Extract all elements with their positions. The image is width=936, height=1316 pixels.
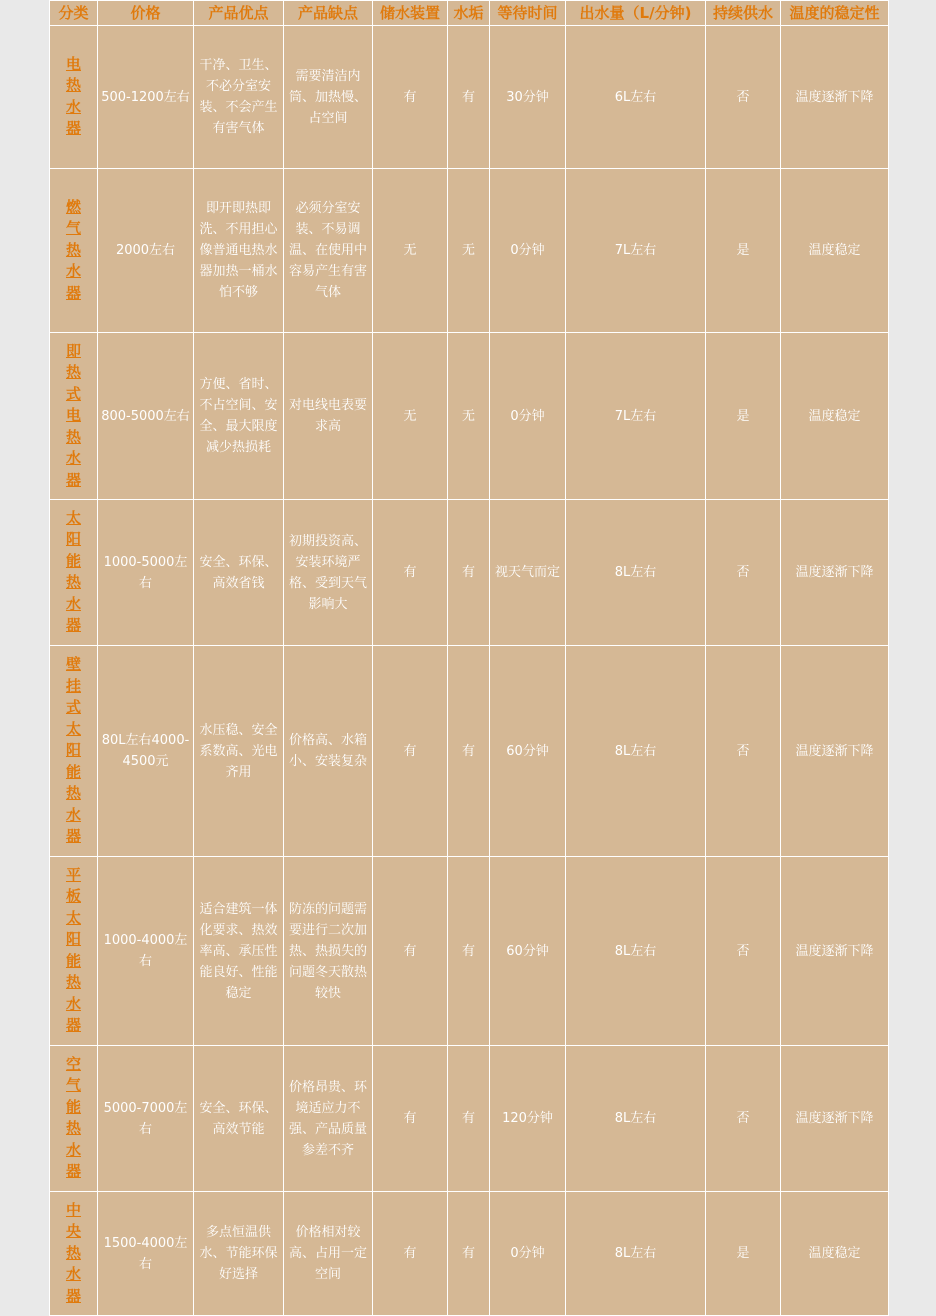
header-flow: 出水量（L/分钟): [566, 1, 706, 26]
price-cell: 2000左右: [98, 169, 194, 333]
storage-cell: 有: [373, 26, 448, 169]
header-price: 价格: [98, 1, 194, 26]
table-row: [50, 169, 889, 333]
header-category: 分类: [50, 1, 98, 26]
price-cell: 80L左右4000-4500元: [98, 646, 194, 857]
stability-cell: 温度逐渐下降: [781, 857, 889, 1046]
stability-cell: 温度逐渐下降: [781, 1046, 889, 1192]
scale-cell: 无: [448, 333, 490, 500]
scale-cell: 有: [448, 26, 490, 169]
table-row: [50, 1192, 889, 1316]
category-cell: [50, 857, 98, 1046]
comparison-table-container: [49, 0, 888, 1316]
category-link[interactable]: 空气能热水器: [65, 1054, 81, 1181]
table-row: [50, 857, 889, 1046]
stability-cell: 温度稳定: [781, 333, 889, 500]
flow-cell: 6L左右: [566, 26, 706, 169]
wait-time-cell: 视天气而定: [490, 500, 566, 646]
flow-cell: 8L左右: [566, 500, 706, 646]
continuous-cell: 否: [706, 857, 781, 1046]
scale-cell: 无: [448, 169, 490, 333]
category-cell: [50, 26, 98, 169]
pros-cell: 即开即热即洗、不用担心像普通电热水器加热一桶水怕不够: [194, 169, 284, 333]
table-row: [50, 500, 889, 646]
price-cell: 1000-5000左右: [98, 500, 194, 646]
storage-cell: 有: [373, 1192, 448, 1316]
pros-cell: 方便、省时、不占空间、安全、最大限度减少热损耗: [194, 333, 284, 500]
water-heater-comparison-table: [49, 0, 889, 1316]
header-stability: 温度的稳定性: [781, 1, 889, 26]
wait-time-cell: 120分钟: [490, 1046, 566, 1192]
header-scale: 水垢: [448, 1, 490, 26]
pros-cell: 安全、环保、高效节能: [194, 1046, 284, 1192]
category-cell: [50, 333, 98, 500]
header-row: [50, 1, 889, 26]
pros-cell: 干净、卫生、不必分室安装、不会产生有害气体: [194, 26, 284, 169]
cons-cell: 价格昂贵、环境适应力不强、产品质量参差不齐: [284, 1046, 373, 1192]
continuous-cell: 是: [706, 169, 781, 333]
storage-cell: 有: [373, 1046, 448, 1192]
pros-cell: 适合建筑一体化要求、热效率高、承压性能良好、性能稳定: [194, 857, 284, 1046]
pros-cell: 水压稳、安全系数高、光电齐用: [194, 646, 284, 857]
cons-cell: 对电线电表要求高: [284, 333, 373, 500]
scale-cell: 有: [448, 646, 490, 857]
stability-cell: 温度稳定: [781, 169, 889, 333]
continuous-cell: 否: [706, 500, 781, 646]
scale-cell: 有: [448, 500, 490, 646]
flow-cell: 8L左右: [566, 857, 706, 1046]
wait-time-cell: 30分钟: [490, 26, 566, 169]
continuous-cell: 是: [706, 1192, 781, 1316]
table-row: [50, 646, 889, 857]
flow-cell: 7L左右: [566, 169, 706, 333]
category-cell: [50, 500, 98, 646]
table-row: [50, 1046, 889, 1192]
category-link[interactable]: 中央热水器: [65, 1200, 81, 1305]
category-cell: [50, 1046, 98, 1192]
storage-cell: 有: [373, 857, 448, 1046]
storage-cell: 无: [373, 333, 448, 500]
price-cell: 500-1200左右: [98, 26, 194, 169]
cons-cell: 需要清洁内筒、加热慢、占空间: [284, 26, 373, 169]
header-continuous: 持续供水: [706, 1, 781, 26]
category-cell: [50, 169, 98, 333]
flow-cell: 8L左右: [566, 646, 706, 857]
continuous-cell: 否: [706, 26, 781, 169]
storage-cell: 有: [373, 500, 448, 646]
flow-cell: 8L左右: [566, 1192, 706, 1316]
wait-time-cell: 0分钟: [490, 169, 566, 333]
storage-cell: 无: [373, 169, 448, 333]
cons-cell: 防冻的问题需要进行二次加热、热损失的问题冬天散热较快: [284, 857, 373, 1046]
category-link[interactable]: 平板太阳能热水器: [65, 865, 81, 1035]
category-cell: [50, 1192, 98, 1316]
wait-time-cell: 60分钟: [490, 646, 566, 857]
stability-cell: 温度逐渐下降: [781, 26, 889, 169]
storage-cell: 有: [373, 646, 448, 857]
category-link[interactable]: 壁挂式太阳能热水器: [65, 655, 81, 845]
cons-cell: 必须分室安装、不易调温、在使用中容易产生有害气体: [284, 169, 373, 333]
category-cell: [50, 646, 98, 857]
scale-cell: 有: [448, 1192, 490, 1316]
stability-cell: 温度逐渐下降: [781, 500, 889, 646]
category-link[interactable]: 即热式电热水器: [65, 341, 81, 489]
wait-time-cell: 0分钟: [490, 1192, 566, 1316]
cons-cell: 价格高、水箱小、安装复杂: [284, 646, 373, 857]
stability-cell: 温度逐渐下降: [781, 646, 889, 857]
price-cell: 1500-4000左右: [98, 1192, 194, 1316]
wait-time-cell: 60分钟: [490, 857, 566, 1046]
header-cons: 产品缺点: [284, 1, 373, 26]
stability-cell: 温度稳定: [781, 1192, 889, 1316]
category-link[interactable]: 电热水器: [65, 54, 81, 138]
pros-cell: 多点恒温供水、节能环保好选择: [194, 1192, 284, 1316]
table-row: [50, 26, 889, 169]
wait-time-cell: 0分钟: [490, 333, 566, 500]
flow-cell: 8L左右: [566, 1046, 706, 1192]
category-link[interactable]: 太阳能热水器: [65, 508, 81, 635]
continuous-cell: 否: [706, 646, 781, 857]
header-storage: 储水装置: [373, 1, 448, 26]
scale-cell: 有: [448, 1046, 490, 1192]
pros-cell: 安全、环保、高效省钱: [194, 500, 284, 646]
scale-cell: 有: [448, 857, 490, 1046]
header-wait-time: 等待时间: [490, 1, 566, 26]
continuous-cell: 否: [706, 1046, 781, 1192]
cons-cell: 价格相对较高、占用一定空间: [284, 1192, 373, 1316]
header-pros: 产品优点: [194, 1, 284, 26]
price-cell: 5000-7000左右: [98, 1046, 194, 1192]
price-cell: 1000-4000左右: [98, 857, 194, 1046]
price-cell: 800-5000左右: [98, 333, 194, 500]
table-row: [50, 333, 889, 500]
continuous-cell: 是: [706, 333, 781, 500]
cons-cell: 初期投资高、安装环境严格、受到天气影响大: [284, 500, 373, 646]
flow-cell: 7L左右: [566, 333, 706, 500]
category-link[interactable]: 燃气热水器: [65, 197, 81, 302]
